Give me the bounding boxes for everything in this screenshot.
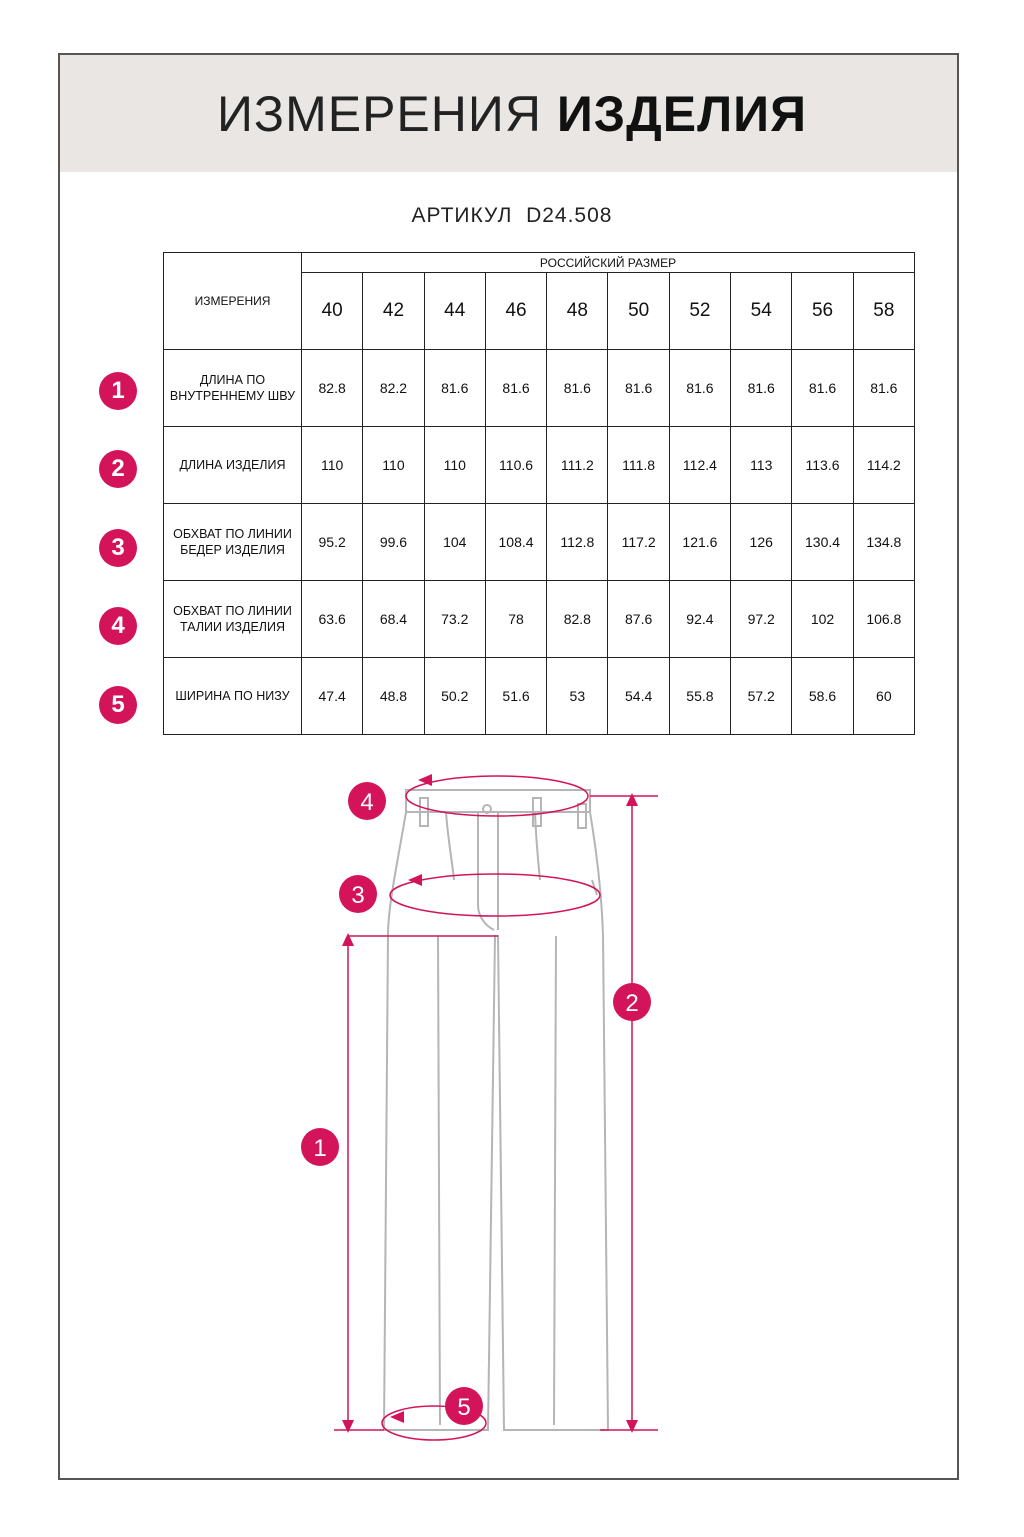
pants-sketch bbox=[384, 790, 608, 1430]
size-system-header: РОССИЙСКИЙ РАЗМЕР bbox=[302, 253, 915, 273]
diagram-marker-4-label: 4 bbox=[360, 789, 374, 816]
table-cell: 81.6 bbox=[547, 350, 608, 427]
measure-label: ОБХВАТ ПО ЛИНИИ БЕДЕР ИЗДЕЛИЯ bbox=[164, 504, 302, 581]
table-cell: 82.8 bbox=[302, 350, 363, 427]
table-cell: 110.6 bbox=[485, 427, 546, 504]
table-cell: 97.2 bbox=[731, 581, 792, 658]
table-cell: 130.4 bbox=[792, 504, 853, 581]
table-cell: 81.6 bbox=[731, 350, 792, 427]
size-42: 42 bbox=[363, 273, 424, 350]
table-cell: 126 bbox=[731, 504, 792, 581]
table-cell: 55.8 bbox=[669, 658, 730, 735]
article-label: АРТИКУЛ bbox=[411, 204, 513, 227]
article-code: D24.508 bbox=[526, 204, 613, 227]
row-number-badge: 2 bbox=[99, 450, 137, 488]
table-cell: 102 bbox=[792, 581, 853, 658]
table-cell: 81.6 bbox=[485, 350, 546, 427]
size-48: 48 bbox=[547, 273, 608, 350]
table-cell: 81.6 bbox=[792, 350, 853, 427]
size-50: 50 bbox=[608, 273, 669, 350]
table-cell: 81.6 bbox=[669, 350, 730, 427]
table-cell: 60 bbox=[853, 658, 914, 735]
row-number-badge: 1 bbox=[99, 372, 137, 410]
diagram-marker-5-label: 5 bbox=[457, 1394, 471, 1421]
table-cell: 99.6 bbox=[363, 504, 424, 581]
table-cell: 117.2 bbox=[608, 504, 669, 581]
table-cell: 51.6 bbox=[485, 658, 546, 735]
table-cell: 63.6 bbox=[302, 581, 363, 658]
table-cell: 110 bbox=[363, 427, 424, 504]
size-54: 54 bbox=[731, 273, 792, 350]
size-40: 40 bbox=[302, 273, 363, 350]
table-cell: 112.4 bbox=[669, 427, 730, 504]
measure-label: ДЛИНА ПО ВНУТРЕННЕМУ ШВУ bbox=[164, 350, 302, 427]
table-cell: 92.4 bbox=[669, 581, 730, 658]
table-cell: 111.2 bbox=[547, 427, 608, 504]
diagram-marker-5 bbox=[445, 1387, 483, 1425]
table-cell: 81.6 bbox=[608, 350, 669, 427]
table-cell: 95.2 bbox=[302, 504, 363, 581]
table-cell: 78 bbox=[485, 581, 546, 658]
table-cell: 68.4 bbox=[363, 581, 424, 658]
diagram-marker-4 bbox=[348, 782, 386, 820]
diagram-marker-1-label: 1 bbox=[313, 1135, 327, 1162]
table-cell: 48.8 bbox=[363, 658, 424, 735]
table-cell: 54.4 bbox=[608, 658, 669, 735]
row-number-badge: 4 bbox=[99, 607, 137, 645]
table-cell: 121.6 bbox=[669, 504, 730, 581]
measure-header: ИЗМЕРЕНИЯ bbox=[164, 253, 302, 350]
size-56: 56 bbox=[792, 273, 853, 350]
table-cell: 114.2 bbox=[853, 427, 914, 504]
size-58: 58 bbox=[853, 273, 914, 350]
size-52: 52 bbox=[669, 273, 730, 350]
table-cell: 134.8 bbox=[853, 504, 914, 581]
size-46: 46 bbox=[485, 273, 546, 350]
measure-label: ШИРИНА ПО НИЗУ bbox=[164, 658, 302, 735]
diagram-marker-2 bbox=[613, 983, 651, 1021]
measure-label: ОБХВАТ ПО ЛИНИИ ТАЛИИ ИЗДЕЛИЯ bbox=[164, 581, 302, 658]
table-cell: 58.6 bbox=[792, 658, 853, 735]
diagram-marker-1 bbox=[301, 1128, 339, 1166]
table-cell: 82.8 bbox=[547, 581, 608, 658]
title-light: ИЗМЕРЕНИЯ bbox=[216, 86, 542, 142]
table-cell: 108.4 bbox=[485, 504, 546, 581]
table-cell: 82.2 bbox=[363, 350, 424, 427]
measure-label: ДЛИНА ИЗДЕЛИЯ bbox=[164, 427, 302, 504]
table-cell: 113 bbox=[731, 427, 792, 504]
table-cell: 81.6 bbox=[424, 350, 485, 427]
row-number-badge: 3 bbox=[99, 529, 137, 567]
table-cell: 110 bbox=[302, 427, 363, 504]
table-cell: 50.2 bbox=[424, 658, 485, 735]
table-cell: 47.4 bbox=[302, 658, 363, 735]
table-cell: 113.6 bbox=[792, 427, 853, 504]
table-cell: 106.8 bbox=[853, 581, 914, 658]
table-cell: 73.2 bbox=[424, 581, 485, 658]
diagram-marker-2-label: 2 bbox=[625, 990, 639, 1017]
diagram-marker-3-label: 3 bbox=[351, 882, 365, 909]
measure-lines bbox=[334, 776, 658, 1440]
table-cell: 81.6 bbox=[853, 350, 914, 427]
table-cell: 112.8 bbox=[547, 504, 608, 581]
table-cell: 57.2 bbox=[731, 658, 792, 735]
table-cell: 53 bbox=[547, 658, 608, 735]
table-cell: 87.6 bbox=[608, 581, 669, 658]
table-cell: 111.8 bbox=[608, 427, 669, 504]
diagram-marker-3 bbox=[339, 875, 377, 913]
table-cell: 110 bbox=[424, 427, 485, 504]
size-44: 44 bbox=[424, 273, 485, 350]
table-cell: 104 bbox=[424, 504, 485, 581]
title-bold: ИЗДЕЛИЯ bbox=[556, 86, 808, 142]
row-number-badge: 5 bbox=[99, 686, 137, 724]
